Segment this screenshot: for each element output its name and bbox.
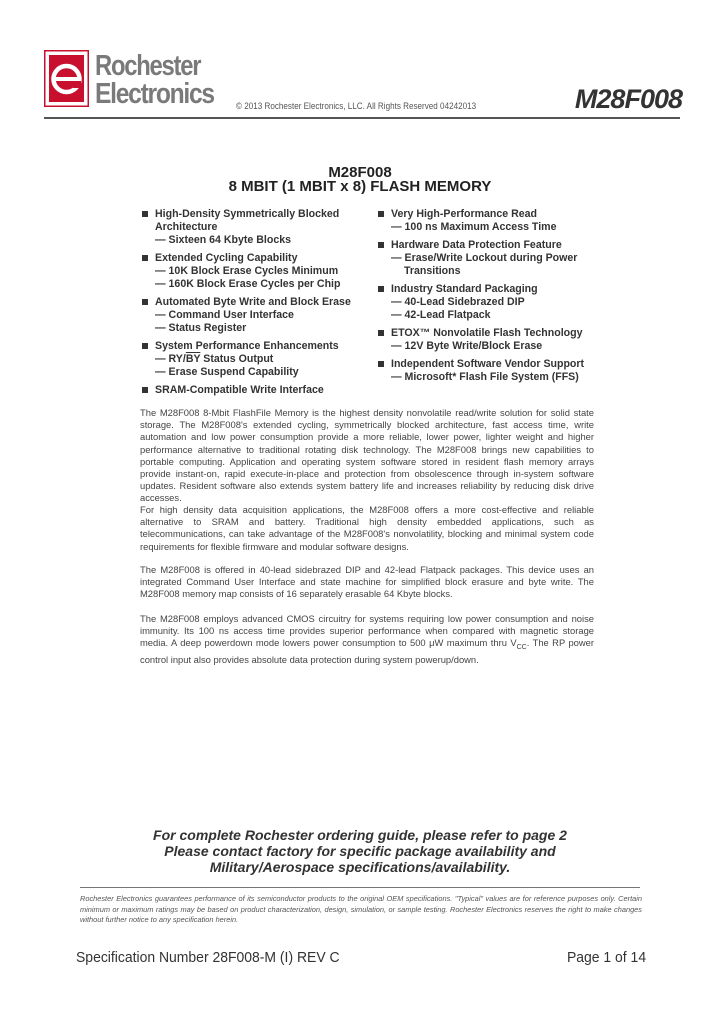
bullet-icon <box>142 211 148 217</box>
feature-item <box>142 384 378 397</box>
feature-title: Hardware Data Protection Feature <box>391 239 562 251</box>
feature-item <box>378 208 608 234</box>
feature-sub: — 42-Lead Flatpack <box>391 309 491 321</box>
feature-item <box>142 208 378 247</box>
feature-sub-ready-busy: — $RY/\overline{BY}$ Status Output <box>155 353 274 365</box>
brand-name-line1: Rochester <box>95 50 201 82</box>
brand-name-line2: Electronics <box>95 78 214 110</box>
feature-sub: — 40-Lead Sidebrazed DIP <box>391 296 525 308</box>
feature-title: System Performance Enhancements <box>155 340 339 352</box>
features-left-column <box>142 208 378 402</box>
feature-item <box>142 252 378 291</box>
copyright-notice: © 2013 Rochester Electronics, LLC. All Rights Reserved 04242013 <box>236 101 477 111</box>
header-divider <box>44 117 680 119</box>
description-paragraph-4: The M28F008 employs advanced CMOS circuitry for systems requiring low power consumption and noise immunity. Its 100 ns access time provides superior performance when compared with magnetic storage media. A deep powerdown mode lowers power consumption to 500 μW maximum thru $V_{CC}$. The RP power control input also provides absolute data protection during system powerup/down. <box>140 613 594 666</box>
disclaimer-divider <box>80 887 640 888</box>
bullet-icon <box>378 286 384 292</box>
feature-sub: — 10K Block Erase Cycles Minimum <box>155 265 339 277</box>
description-paragraph-3: The M28F008 is offered in 40-lead sidebrazed DIP and 42-lead Flatpack packages. This device uses an integrated Command User Interface and state machine for simplified block erasure and byte write. The M28F008 memory map consists of 16 separately erasable 64 Kbyte blocks. <box>140 564 594 600</box>
feature-sub: — Sixteen 64 Kbyte Blocks <box>155 234 292 246</box>
bullet-icon <box>378 330 384 336</box>
feature-sub: — 160K Block Erase Cycles per Chip <box>155 278 341 290</box>
bullet-icon <box>142 343 148 349</box>
description-paragraph-2: For high density data acquisition applications, the M28F008 offers a more cost-effective and reliable alternative to SRAM and battery. Traditional high density embedded applications, such as telecommunications, can take advantage of the M28F008's nonvolatility, blocking and minimal system code requirements for flexible firmware and modular software designs. <box>140 504 594 552</box>
feature-item <box>378 327 608 353</box>
description-paragraph-1: The M28F008 8-Mbit FlashFile Memory is the highest density nonvolatile read/write solution for solid state storage. The M28F008's extended cycling, symmetrically blocked architecture, fast access time, write automation and low power consumption provide a more reliable, lower power, lighter weight and higher performance alternative to traditional rotating disk technology. The M28F008 brings new capabilities to portable computing. Application and operating system software stored in resident flash memory arrays provide instant-on, rapid execute-in-place and protection from obsolescence through in-system software updates. Resident software also extends system battery life and increases reliability by reducing disk drive accesses. <box>140 407 594 504</box>
feature-sub: — Command User Interface <box>155 309 294 321</box>
feature-title: High-Density Symmetrically Blocked <box>155 208 340 220</box>
rochester-logo <box>44 50 89 107</box>
ordering-note: For complete Rochester ordering guide, please refer to page 2 Please contact factory for specific package availability and Military/Aerospace specifications/availability. <box>153 827 567 875</box>
feature-sub: — 100 ns Maximum Access Time <box>391 221 557 233</box>
feature-title: Very High-Performance Read <box>391 208 538 220</box>
feature-item <box>378 283 608 322</box>
feature-item <box>142 296 378 335</box>
feature-title: Independent Software Vendor Support <box>391 358 585 370</box>
feature-title-cont: Architecture <box>155 221 218 233</box>
feature-sub: — 12V Byte Write/Block Erase <box>391 340 543 352</box>
feature-sub: — Erase Suspend Capability <box>155 366 299 378</box>
feature-item <box>378 358 608 384</box>
feature-title: Automated Byte Write and Block Erase <box>155 296 351 308</box>
feature-item <box>142 340 378 379</box>
header-part-number: M28F008 <box>574 84 682 114</box>
disclaimer-text: Rochester Electronics guarantees performance of its semiconductor products to the original OEM specifications. "Typical" values are for reference purposes only. Certain minimum or maximum ratings may be based on product characterization, design, simulation, or sample testing. Rochester Electronics reserves the right to make changes without further notice to any specification herein. <box>80 894 642 925</box>
feature-title: Extended Cycling Capability <box>155 252 298 264</box>
feature-title: Industry Standard Packaging <box>391 283 538 295</box>
feature-sub: — Status Register <box>155 322 247 334</box>
bullet-icon <box>378 242 384 248</box>
feature-sub: — Microsoft* Flash File System (FFS) <box>391 371 579 383</box>
document-title: M28F008 <box>328 164 392 181</box>
page-number: Page 1 of 14 <box>566 949 646 966</box>
bullet-icon <box>378 211 384 217</box>
bullet-icon <box>142 299 148 305</box>
bullet-icon <box>142 387 148 393</box>
document-subtitle: 8 MBIT (1 MBIT x 8) FLASH MEMORY <box>228 178 492 195</box>
features-right-column <box>378 208 608 389</box>
feature-sub: Transitions <box>404 265 461 277</box>
feature-title: SRAM-Compatible Write Interface <box>155 384 324 396</box>
feature-title: ETOX™ Nonvolatile Flash Technology <box>391 327 583 339</box>
specification-number: Specification Number 28F008-M (I) REV C <box>76 949 340 966</box>
bullet-icon <box>142 255 148 261</box>
feature-sub: — Erase/Write Lockout during Power <box>391 252 578 264</box>
bullet-icon <box>378 361 384 367</box>
feature-item <box>378 239 608 278</box>
